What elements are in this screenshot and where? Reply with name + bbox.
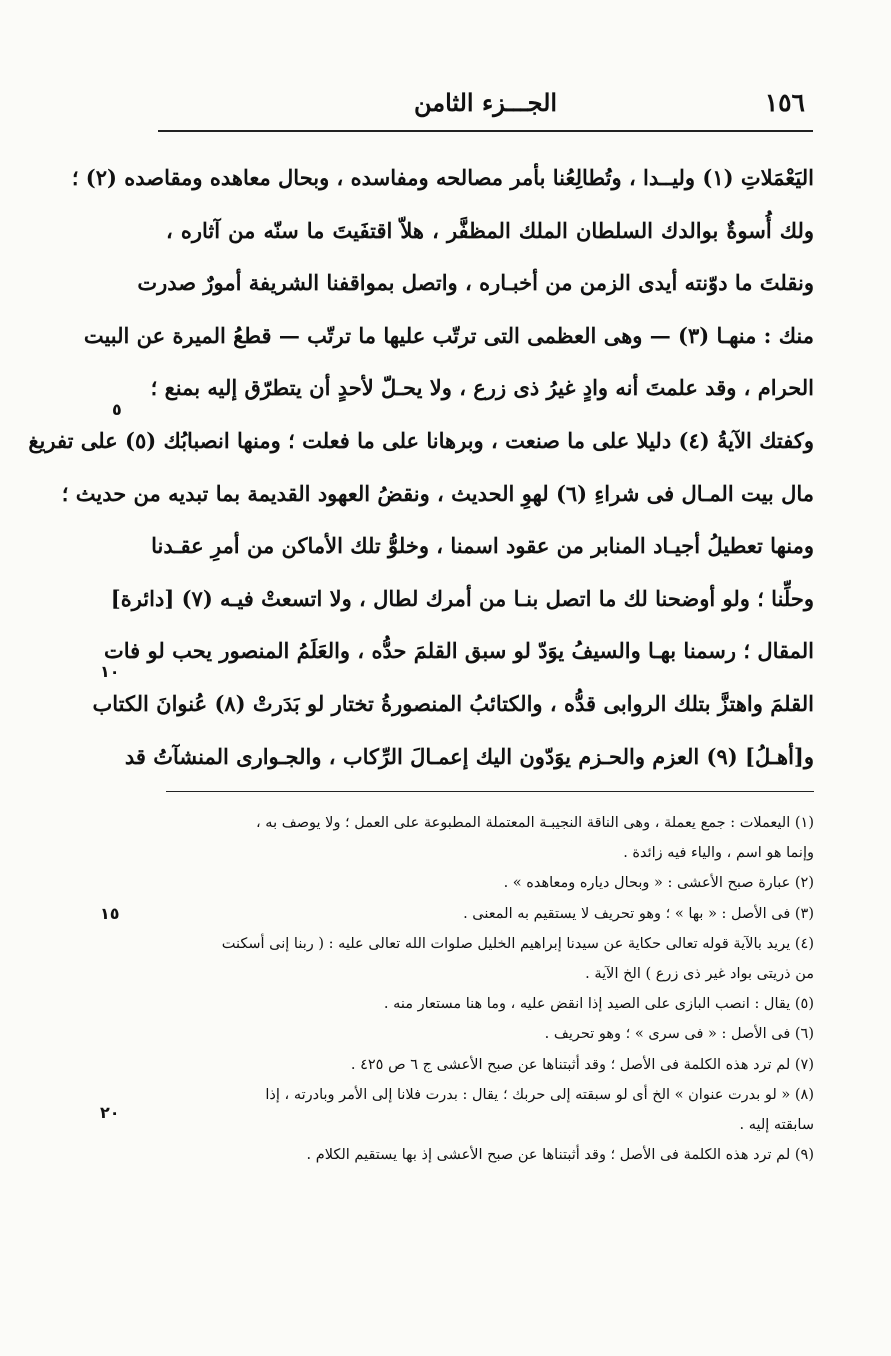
main-line: وحلِّنا ؛ ولو أوضحنا لك ما اتصل بنـا من أمرك لطال ، ولا اتسعتْ فيـه (٧) [دائرة] <box>110 585 814 611</box>
main-line: القلمَ واهتزَّ بتلك الروابى قدُّه ، والكتائبُ المنصورةُ تختار لو بَدَرتْ (٨) عُنوانَ الكتاب <box>92 690 814 716</box>
footnote-line: سابقته إليه . <box>739 1116 814 1133</box>
main-line: الحرام ، وقد علمتَ أنه وادٍ غيرُ ذى زرع ، ولا يحـلّ لأحدٍ أن يتطرّق إليه بمنع ؛ <box>150 375 814 401</box>
main-line: ومنها تعطيلُ أجيـاد المنابر من عقود اسمنا ، وخلوُّ تلك الأماكن من أمرِ عقـدنا <box>151 533 814 559</box>
main-line: اليَعْمَلاتِ (١) وليــدا ، وتُطالِعُنا بأمر مصالحه ومفاسده ، وبحال معاهده ومقاصده (٢) ؛ <box>71 165 814 190</box>
footnote-line: (٥) يقال : انصب البازى على الصيد إذا انقض عليه ، وما هنا مستعار منه . <box>383 996 814 1013</box>
footnote-line: من ذريتى بواد غير ذى زرع ) الخ الآية . <box>585 965 814 982</box>
footnote-line: (٤) يريد بالآية قوله تعالى حكاية عن سيدنا إبراهيم الخليل صلوات الله تعالى عليه : ( ربنا إنى أسكنت <box>221 935 814 952</box>
running-title: الجـــزء الثامن <box>413 88 558 117</box>
footnote-line: وإنما هو اسم ، والياء فيه زائدة . <box>623 845 814 862</box>
footnote-line: (٩) لم ترد هذه الكلمة فى الأصل ؛ وقد أثبتناها عن صبح الأعشى إذ بها يستقيم الكلام . <box>306 1147 814 1164</box>
line-number-marker: ٢٠ <box>100 1103 120 1122</box>
footnote-line: (٦) فى الأصل : « فى سرى » ؛ وهو تحريف . <box>544 1026 814 1043</box>
main-line: المقال ؛ رسمنا بهـا والسيفُ يوَدّ لو سبق القلمَ حدُّه ، والعَلَمُ المنصور يحب لو فات <box>104 638 814 664</box>
page-header <box>158 88 813 128</box>
line-number-marker: ١٠ <box>100 662 120 681</box>
main-line: مال بيت المـال فى شراءِ (٦) لهوِ الحديث ، ونقضُ العهود القديمة بما تبديه من حديث ؛ <box>61 480 814 506</box>
line-number-marker: ١٥ <box>100 904 120 923</box>
page-number: ١٥٦ <box>764 88 805 117</box>
footnote-rule <box>166 791 814 792</box>
main-line: و[أهـلُ] (٩) العزم والحـزم يوَدّون اليك إعمـالَ الرِّكاب ، والجـوارى المنشآتُ قد <box>124 743 814 769</box>
footnote-line: (٨) « لو بدرت عنوان » الخ أى لو سبقته إلى حربك ؛ يقال : بدرت فلانا إلى الأمر وبادرته ، إذا <box>265 1086 814 1103</box>
main-line: ولك أُسوةٌ بوالدك السلطان الملك المظفَّر ، هلاّ اقتفَيتَ ما سنّه من آثاره ، <box>166 217 814 243</box>
line-number-marker: ٥ <box>112 400 122 419</box>
footnote-line: (٢) عبارة صبح الأعشى : « وبحال دياره ومعاهده » . <box>503 875 814 892</box>
footnote-line: (٣) فى الأصل : « بها » ؛ وهو تحريف لا يستقيم به المعنى . <box>463 905 814 922</box>
main-line: منك : منهـا (٣) — وهى العظمى التى ترتّب عليها ما ترتّب — قطعُ الميرة عن البيت <box>83 322 814 348</box>
footnote-line: (١) اليعملات : جمع يعملة ، وهى الناقة النجيبـة المعتملة المطبوعة على العمل ؛ ولا يوصف به ، <box>256 815 814 831</box>
footnote-line: (٧) لم ترد هذه الكلمة فى الأصل ؛ وقد أثبتناها عن صبح الأعشى ج ٦ ص ٤٢٥ . <box>350 1056 814 1073</box>
header-rule <box>158 130 813 132</box>
main-line: ونقلتَ ما دوّنته أيدى الزمن من أخبـاره ، واتصل بمواقفنا الشريفة أمورٌ صدرت <box>137 270 814 296</box>
main-line: وكفتك الآيةُ (٤) دليلا على ما صنعت ، وبرهانا على ما فعلت ؛ ومنها انصبابُك (٥) على تفريغ <box>28 427 814 453</box>
footnotes <box>166 808 814 1170</box>
